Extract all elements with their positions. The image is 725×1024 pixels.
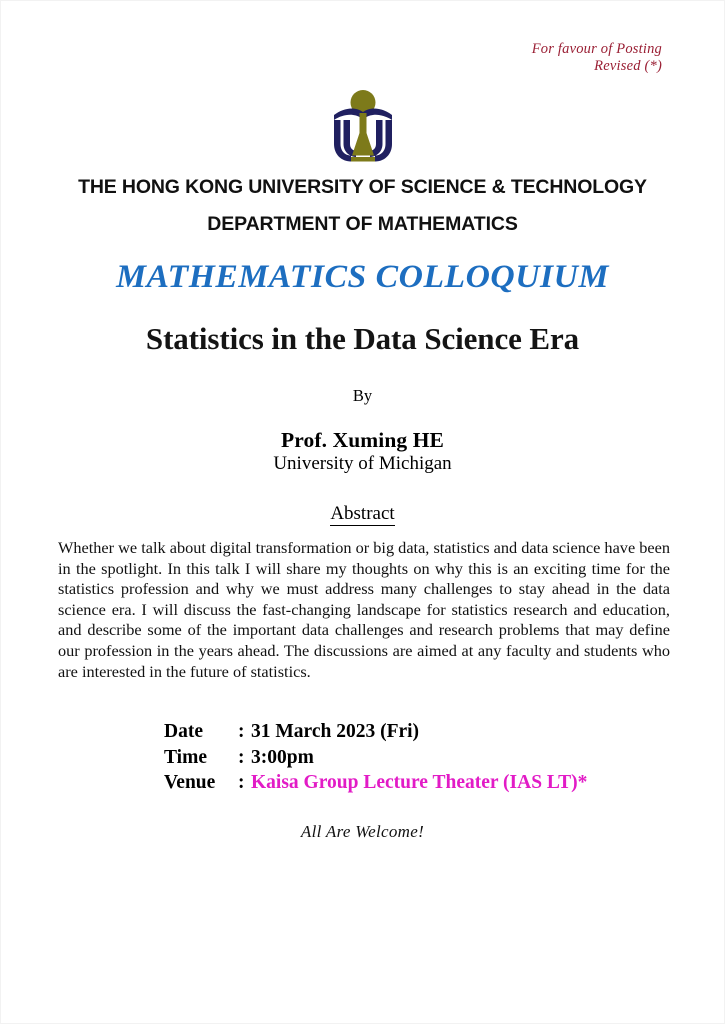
abstract-heading-text: Abstract bbox=[330, 503, 395, 524]
venue-separator: : bbox=[238, 772, 245, 793]
venue-value: Kaisa Group Lecture Theater (IAS LT)* bbox=[251, 772, 588, 793]
university-name: THE HONG KONG UNIVERSITY OF SCIENCE & TECHNOLOGY bbox=[78, 176, 647, 198]
speaker-name: Prof. Xuming HE bbox=[281, 428, 444, 452]
posting-note-line1: For favour of Posting bbox=[531, 41, 662, 57]
time-separator: : bbox=[238, 746, 245, 768]
venue-label: Venue bbox=[164, 772, 216, 793]
page-title: Statistics in the Data Science Era bbox=[145, 321, 580, 356]
welcome-note: All Are Welcome! bbox=[300, 822, 425, 841]
hkust-logo-icon bbox=[331, 89, 395, 165]
by-label: By bbox=[352, 386, 373, 405]
table-row bbox=[164, 745, 587, 771]
date-label: Date bbox=[164, 721, 203, 742]
abstract-body: Whether we talk about digital transformation or big data, statistics and data science have been in the spotlight. In this talk I will share my thoughts on why this is an exciting time for the statistics profession and why we must address many challenges to stay ahead in the data science era. I will discuss the fast-changing landscape for statistics research and education, and describe some of the important data challenges and research problems that may define our profession in the years ahead. The discussions are aimed at any faculty and students who are interested in the future of statistics. bbox=[58, 538, 670, 681]
speaker-affiliation: University of Michigan bbox=[273, 453, 452, 474]
department-name: DEPARTMENT OF MATHEMATICS bbox=[207, 213, 518, 235]
time-value: 3:00pm bbox=[251, 746, 314, 768]
time-label: Time bbox=[164, 746, 207, 768]
table-row bbox=[164, 770, 587, 796]
table-row bbox=[164, 719, 587, 745]
posting-note bbox=[532, 41, 662, 75]
date-separator: : bbox=[238, 721, 245, 742]
logo-container bbox=[1, 89, 724, 165]
event-details-table bbox=[164, 719, 587, 796]
abstract-heading bbox=[1, 503, 724, 525]
colloquium-banner: MATHEMATICS COLLOQUIUM bbox=[116, 259, 609, 295]
posting-note-line2: Revised (*) bbox=[594, 58, 662, 74]
event-details bbox=[164, 719, 587, 796]
date-value: 31 March 2023 (Fri) bbox=[251, 721, 420, 742]
